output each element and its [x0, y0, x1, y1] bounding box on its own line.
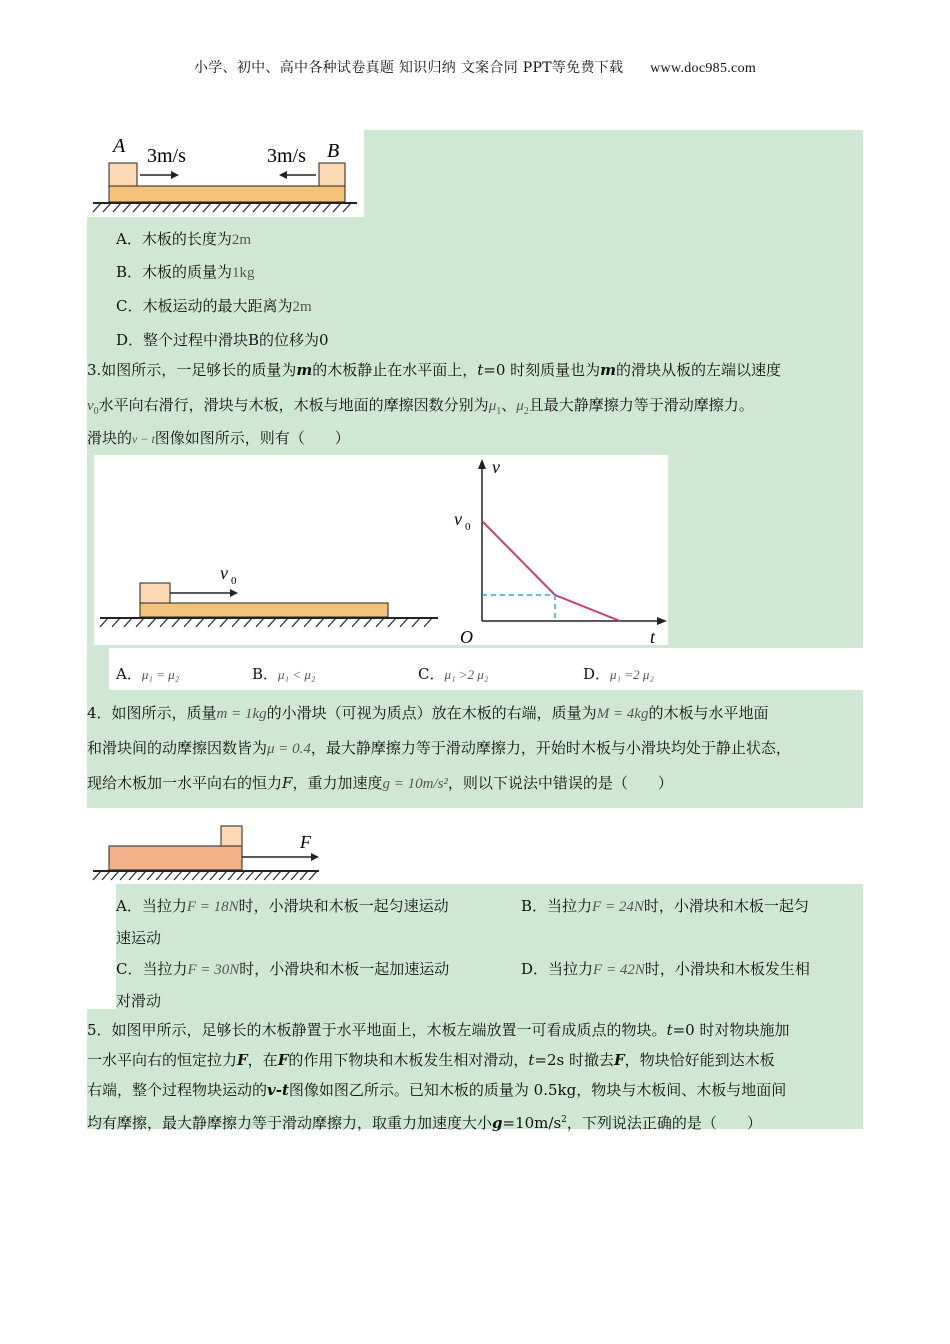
figure-board-force: [87, 808, 325, 884]
header-url: www.doc985.com: [650, 61, 757, 76]
svg-text:v: v: [454, 509, 462, 529]
svg-text:0: 0: [231, 575, 237, 587]
svg-text:F: F: [300, 832, 311, 852]
q4-line-1: 4．如图所示，质量m = 1kg的小滑块（可视为质点）放在木板的右端，质量为M = 4kg的木板与水平地面: [87, 704, 769, 722]
page-header: [0, 57, 950, 77]
q4-option-b-cont: 速运动: [116, 929, 162, 947]
q3-option-c: C．μ₁ >2 μ₂: [418, 665, 489, 683]
svg-text:O: O: [460, 627, 473, 645]
figure-two-blocks: [87, 130, 364, 217]
q5-line-2: 一水平向右的恒定拉力F，在F的作用下物块和木板发生相对滑动，t=2s 时撤去F，物块恰好能到达木板: [87, 1051, 775, 1069]
q2-option-d: D．整个过程中滑块B的位移为0: [116, 331, 329, 349]
svg-text:v: v: [220, 563, 228, 583]
highlight-block-2: [87, 648, 109, 690]
q3-line-2: $v_0$水平向右滑行，滑块与木板，木板与地面的摩擦因数分别为$\mu_1$、$\mu_2$且最大静摩擦力等于滑动摩擦力。: [87, 396, 754, 417]
q3-option-d: D．μ₁ =2 μ₂: [583, 665, 654, 683]
label-b: B: [327, 140, 340, 162]
speed-a: 3m/s: [147, 145, 186, 167]
q3-line-1: 3.如图所示，一足够长的质量为m的木板静止在水平面上，t=0 时刻质量也为m的滑块从板的左端以速度: [87, 361, 782, 379]
q4-option-a: A．当拉力F = 18N时，小滑块和木板一起匀速运动: [116, 897, 449, 915]
q2-option-b: B．木板的质量为1kg: [116, 263, 255, 281]
q4-line-3: 现给木板加一水平向右的恒力F，重力加速度g = 10m/s²，则以下说法中错误的是（ ）: [87, 774, 673, 792]
q4-option-b: B．当拉力F = 24N时，小滑块和木板一起匀: [521, 897, 809, 915]
speed-b: 3m/s: [267, 145, 306, 167]
q5-line-4: 均有摩擦，最大静摩擦力等于滑动摩擦力，取重力加速度大小$g=10m/s^2$，下列说法正确的是（ ）: [87, 1114, 762, 1132]
svg-text:v: v: [492, 457, 500, 477]
q5-line-3: 右端，整个过程物块运动的v-t图像如图乙所示。已知木板的质量为 0.5kg，物块与木板间、木板与地面间: [87, 1081, 787, 1099]
q2-option-c: C．木板运动的最大距离为2m: [116, 297, 312, 315]
header-text: 小学、初中、高中各种试卷真题 知识归纳 文案合同 PPT等免费下载: [193, 60, 624, 76]
q4-option-c: C．当拉力F = 30N时，小滑块和木板一起加速运动: [116, 960, 450, 978]
q3-option-a: A．μ₁ = μ₂: [116, 665, 180, 683]
q5-line-1: 5．如图甲所示，足够长的木板静置于水平地面上，木板左端放置一可看成质点的物块。t=0 时对物块施加: [87, 1021, 790, 1039]
q4-line-2: 和滑块间的动摩擦因数皆为μ = 0.4，最大静摩擦力等于滑动摩擦力，开始时木板与小滑块均处于静止状态，: [87, 739, 791, 757]
figure-block-board-vt: [94, 455, 668, 645]
q2-option-a: A．木板的长度为2m: [116, 230, 252, 248]
q3-line-3: 滑块的v − t图像如图所示，则有（ ）: [87, 429, 350, 447]
label-a: A: [113, 135, 126, 157]
svg-text:0: 0: [465, 521, 471, 533]
q4-option-d: D．当拉力F = 42N时，小滑块和木板发生相: [521, 960, 810, 978]
svg-text:t: t: [650, 627, 656, 645]
q3-option-b: B．μ₁ < μ₂: [252, 665, 316, 683]
q4-option-d-cont: 对滑动: [116, 992, 162, 1010]
